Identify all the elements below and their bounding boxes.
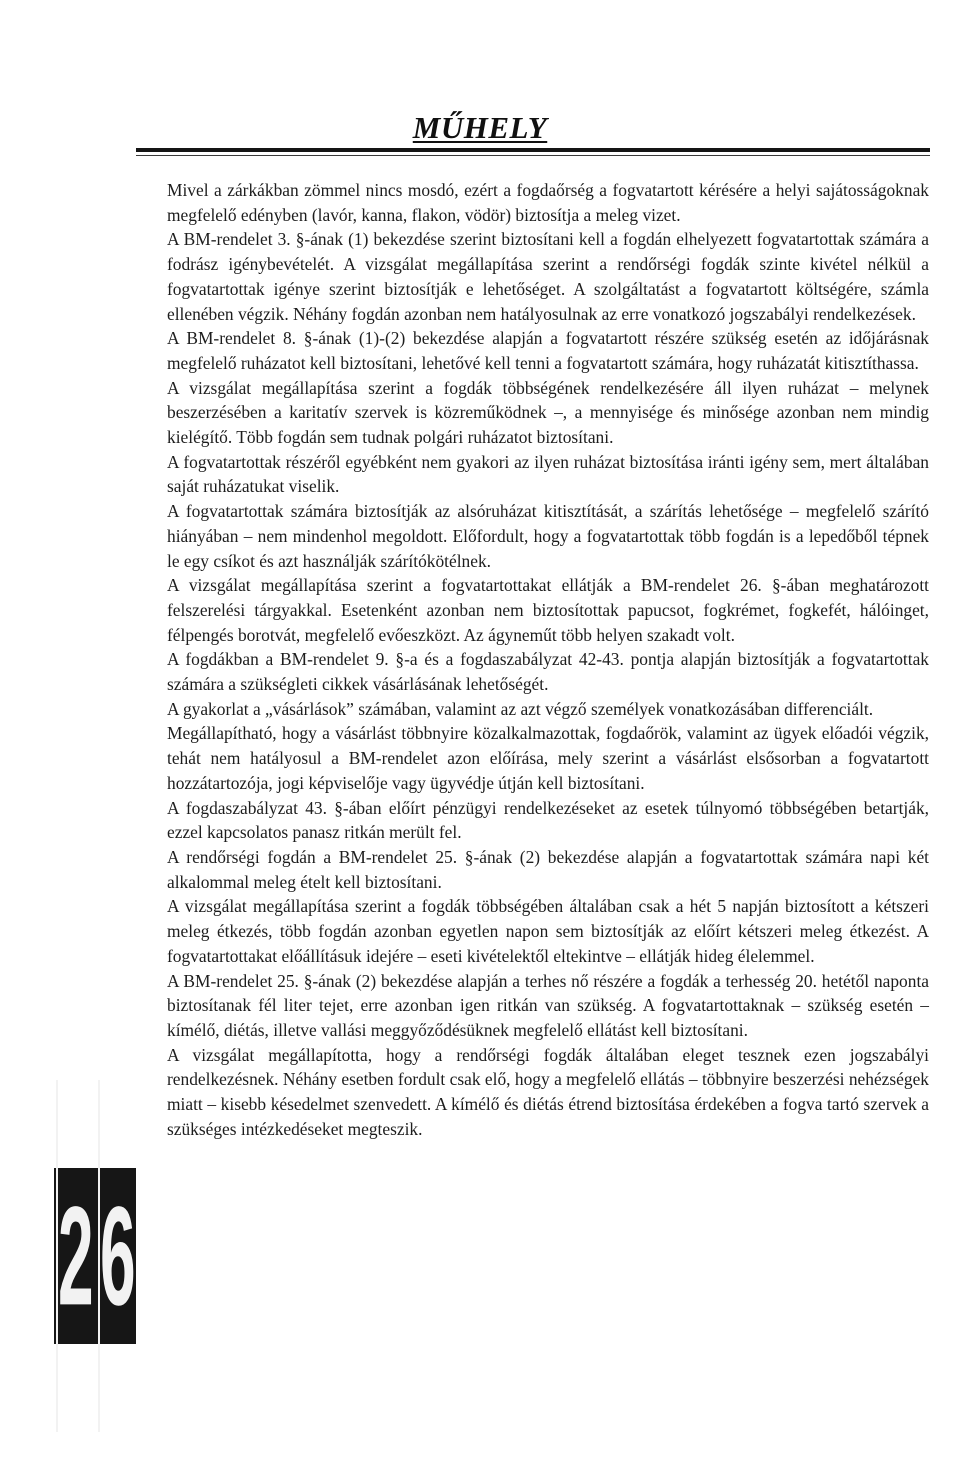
paragraph: A vizsgálat megállapítása szerint a fogdák többségében általában csak a hét 5 napján biztosított a kétszeri meleg étkezés, több fogdán azonban egyetlen napon sem biztosítják az előírt kétszeri meleg étkezést. A fogvatartottakat előállításuk idejére – eseti kivételektől eltekintve – ellátják hideg élelemmel. — [167, 896, 929, 966]
page-number-digit: 6 — [98, 1080, 134, 1432]
section-header: MŰHELY — [412, 110, 548, 145]
paragraph: A vizsgálat megállapította, hogy a rendőrségi fogdák általában eleget tesznek ezen jogszabályi rendelkezésnek. Néhány esetben fordult csak elő, hogy a megfelelő ellátás – többnyire beszerzési nehézségek miatt – kisebb késedelmet szenvedett. A kímélő és diétás étrend biztosítása érdekében a fogva tartó szervek a szükséges intézkedéseket megteszik. — [167, 1044, 929, 1139]
paragraph: Mivel a zárkákban zömmel nincs mosdó, ezért a fogdaőrség a fogvatartott kérésére a helyi sajátosságoknak megfelelő edényben (lavór, kanna, flakon, vödör) biztosítja a meleg vizet. — [167, 180, 929, 225]
header-rule-thin — [136, 155, 930, 156]
paragraph: A vizsgálat megállapítása szerint a fogdák többségének rendelkezésére áll ilyen ruházat – melynek beszerzésében a karitatív szervek is közreműködnek –, a mennyisége és minősége azonban nem mindig kielégítő. Több fogdán sem tudnak polgári ruházatot biztosítani. — [167, 377, 929, 448]
paragraph: A fogdaszabályzat 43. §-ában előírt pénzügyi rendelkezéseket az esetek túlnyomó többségében betartják, ezzel kapcsolatos panasz ritkán merült fel. — [167, 797, 929, 843]
paragraph: A rendőrségi fogdán a BM-rendelet 25. §-ának (2) bekezdése alapján a fogvatartottak számára napi két alkalommal meleg ételt kell biztosítani. — [167, 846, 929, 892]
page-number-digit: 2 — [56, 1080, 92, 1432]
paragraph: A BM-rendelet 8. §-ának (1)-(2) bekezdése alapján a fogvatartott részére szükség esetén az időjárásnak megfelelő ruházatot kell biztosítani, lehetővé kell tenni a fogvatartott számára, hogy ruházatát kitisztíthassa. — [167, 328, 929, 373]
paragraph: A vizsgálat megállapítása szerint a fogvatartottakat ellátják a BM-rendelet 26. §-ában meghatározott felszerelési tárgyakkal. Esetenként azonban nem biztosítottak papucsot, fogkrémet, fogkefét, hálóinget, félpengés borotvát, megfelelő evőeszközt. Az ágyneműt több helyen szakadt volt. — [167, 575, 929, 645]
paragraph: A fogdákban a BM-rendelet 9. §-a és a fogdaszabályzat 42-43. pontja alapján biztosítják a fogvatartottak számára a szükségleti cikkek vásárlásának lehetőségét. — [167, 649, 929, 695]
paragraph: A fogvatartottak számára biztosítják az alsóruházat kitisztítását, a szárítás lehetősége – megfelelő szárító hiányában – nem mindenhol megoldott. Előfordult, hogy a fogvatartottak több fogdán is a lepedőből tépnek le egy csíkot és azt használják szárítókötélnek. — [167, 501, 929, 571]
page-number-box — [54, 1168, 136, 1344]
paragraph: A fogvatartottak részéről egyébként nem gyakori az ilyen ruházat biztosítása iránti igény sem, mert általában saját ruházatukat viselik. — [167, 451, 929, 497]
paragraph: A BM-rendelet 3. §-ának (1) bekezdése szerint biztosítani kell a fogdán elhelyezett fogvatartottak számára a fodrász igénybevételét. A vizsgálat megállapítása szerint a rendőrségi fogdák szinte kivétel nélkül a fogvatartottak igénye szerint biztosítják e lehetőséget. A szolgáltatást a fogvatartott költségére, számla ellenében végzik. Néhány fogdán azonban nem hatályosulnak az erre vonatkozó jogszabályi rendelkezések. — [167, 229, 929, 324]
header-rule-thick — [136, 148, 930, 152]
paragraph: A BM-rendelet 25. §-ának (2) bekezdése alapján a terhes nő részére a fogdák a terhesség 20. hetétől naponta biztosítanak fél liter tejet, erre azonban igen ritkán van szükség. A fogvatartottaknak – szükség esetén – kímélő, diétás, illetve vallási meggyőződésüknek megfelelő ellátást kell biztosítani. — [167, 970, 929, 1040]
paragraph: Megállapítható, hogy a vásárlást többnyire közalkalmazottak, fogdaőrök, valamint az ügyek előadói végzik, tehát nem hatályosul a BM-rendelet azon előírása, mely szerint a vásárlást elsősorban a fogvatartott hozzátartozója, jogi képviselője vagy ügyvédje útján kell biztosítani. — [167, 723, 929, 793]
paragraph: A gyakorlat a „vásárlások” számában, valamint az azt végző személyek vonatkozásában differenciált. — [167, 698, 874, 719]
body-text — [167, 178, 929, 1141]
